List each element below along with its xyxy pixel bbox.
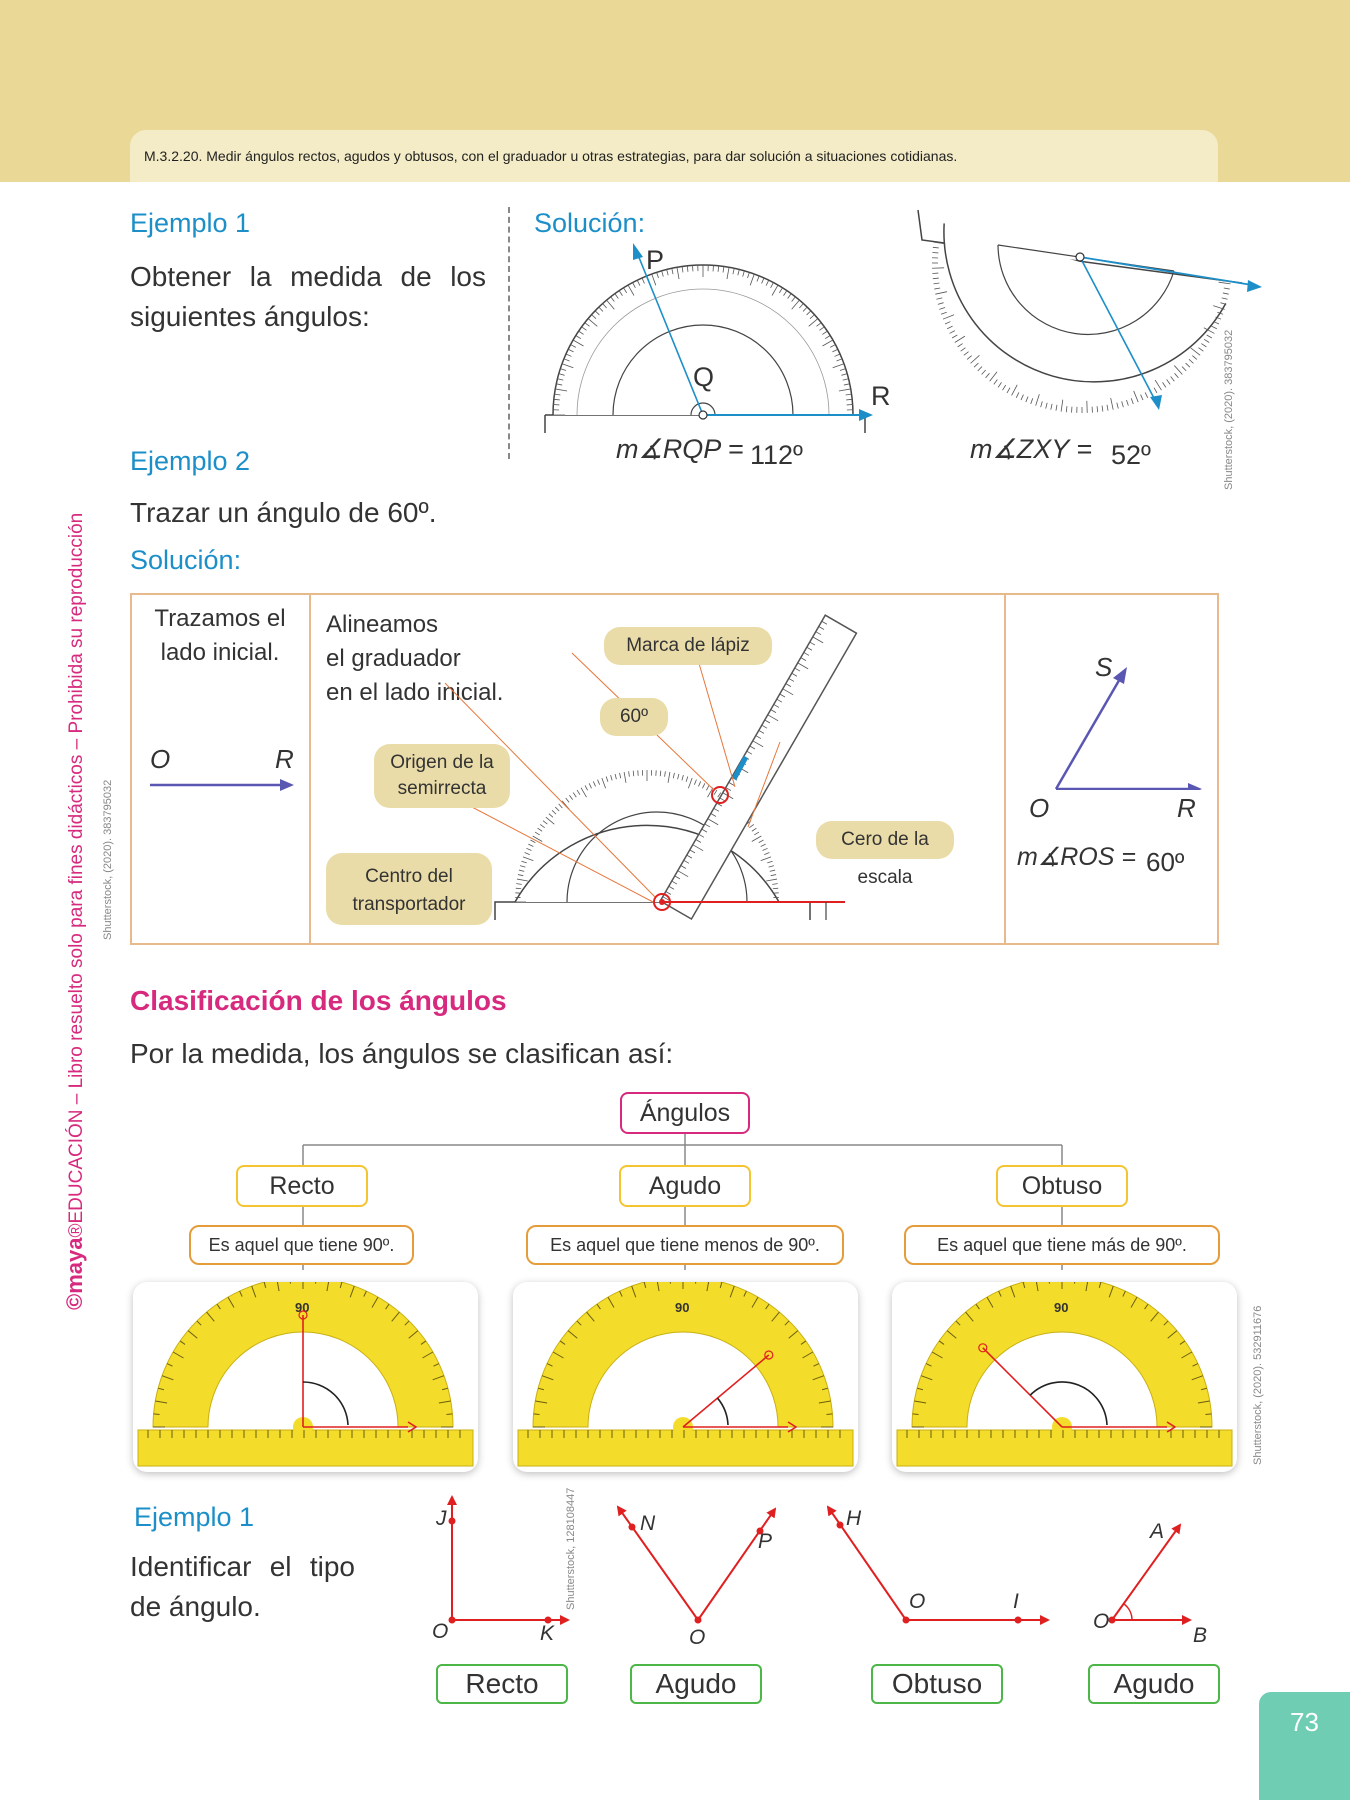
svg-text:90: 90	[675, 1300, 690, 1315]
example1-text: Obtener la medida de los siguientes ángulos:	[130, 261, 486, 332]
ex3-label-n: N	[640, 1512, 656, 1535]
step1-line1: Trazamos el	[154, 605, 286, 632]
callout-60: 60º	[600, 698, 668, 736]
step2-line2: el graduador	[326, 645, 461, 672]
callout-origin-line1: Origen de la	[390, 752, 494, 773]
step1-label-r: R	[275, 744, 294, 774]
example1-solution-title: Solución:	[534, 208, 646, 238]
page-number: 73	[1259, 1692, 1350, 1800]
ex3-label-k: K	[540, 1622, 555, 1645]
photo-recto	[133, 1282, 478, 1472]
step3-ray-os	[1056, 677, 1121, 789]
ray-xz-arrow	[1247, 280, 1262, 292]
step3-label-r: R	[1177, 793, 1196, 823]
credit-top-right: Shutterstock, (2020). 383795032	[1223, 329, 1235, 490]
sidebar-text: EDUCACIÓN – Libro resuelto solo para fines didácticos – Prohibida su reproducción	[66, 512, 87, 1224]
callout-zero: Cero de la escala	[816, 821, 954, 859]
ex3-label-o2: O	[689, 1626, 706, 1649]
answer-2: Agudo	[630, 1664, 762, 1704]
callout-origin-line2: semirrecta	[397, 778, 487, 799]
step3-angle-ros	[1020, 660, 1210, 790]
svg-text:90: 90	[295, 1300, 310, 1315]
callout-center	[326, 853, 492, 925]
step1-line2: lado inicial.	[160, 639, 280, 666]
ex3-label-h: H	[846, 1507, 862, 1530]
example1-title: Ejemplo 1	[130, 208, 251, 238]
callout-origin	[374, 744, 510, 808]
maya-logo: ©maya	[62, 1237, 87, 1310]
objective-banner: M.3.2.20. Medir ángulos rectos, agudos y obtusos, con el graduador u otras estrategias, para dar solución a situaciones cotidianas.	[130, 130, 1218, 182]
answer-3: Obtuso	[871, 1664, 1003, 1704]
classification-intro: Por la medida, los ángulos se clasifican así:	[130, 1038, 674, 1069]
photo-obtuso	[892, 1282, 1237, 1472]
registered-mark: ®	[66, 1223, 87, 1238]
vertex-q	[699, 411, 707, 419]
tree-type-agudo: Agudo	[619, 1165, 751, 1207]
angle-jok	[449, 1497, 569, 1624]
example3-title: Ejemplo 1	[134, 1502, 255, 1532]
tree-type-obtuso: Obtuso	[996, 1165, 1128, 1207]
step2-protractor-base	[495, 902, 810, 920]
vertex-x	[1076, 253, 1084, 261]
copyright-sidebar	[62, 490, 88, 1310]
value-rqp: 112º	[750, 440, 803, 470]
step3-label-s: S	[1095, 652, 1113, 682]
answer-1: Recto	[436, 1664, 568, 1704]
classification-title: Clasificación de los ángulos	[130, 985, 507, 1016]
photo-agudo	[513, 1282, 858, 1472]
step3-ray-or-arrow	[1188, 783, 1202, 790]
ray-qp-arrow	[633, 243, 643, 260]
ex3-label-j: J	[436, 1507, 447, 1530]
yellow-protractor-obtuso	[892, 1282, 1237, 1472]
credit-example3: Shutterstock, 128108447	[565, 1487, 577, 1610]
ex3-label-p: P	[758, 1530, 773, 1553]
step2-line1: Alineamos	[326, 611, 439, 638]
dashed-divider	[508, 207, 510, 459]
label-p: P	[646, 245, 665, 275]
step1-label-o: O	[150, 744, 171, 774]
credit-protractors: Shutterstock, (2020). 532911676	[1252, 1305, 1264, 1465]
step3-ray-os-arrow	[1113, 667, 1127, 684]
callout-pencil-mark: Marca de lápiz	[604, 627, 772, 665]
ex3-label-o1: O	[432, 1620, 449, 1643]
yellow-protractor-recto	[133, 1282, 478, 1472]
yellow-protractor-agudo	[513, 1282, 858, 1472]
value-zxy: 52º	[1111, 440, 1151, 470]
protractor-zxy	[912, 205, 1267, 415]
definition-obtuso: Es aquel que tiene más de 90º.	[904, 1225, 1220, 1265]
definition-agudo: Es aquel que tiene menos de 90º.	[526, 1225, 844, 1265]
step3-label-o: O	[1029, 793, 1050, 823]
label-r: R	[871, 381, 891, 411]
center-dot	[659, 899, 665, 905]
step3-value: 60º	[1146, 847, 1185, 877]
step2-line3: en el lado inicial.	[326, 679, 504, 706]
protractor-rqp	[525, 235, 905, 440]
example3-text: Identificar el tipo de ángulo.	[130, 1551, 355, 1622]
leader-pencil	[698, 660, 735, 787]
ray-xy-arrow	[1150, 395, 1162, 410]
step1-initial-side	[148, 775, 298, 795]
step1-ray-arrow	[280, 779, 294, 791]
caption-rqp: m∡RQP =	[616, 434, 744, 464]
ex3-label-i: I	[1013, 1590, 1019, 1613]
tree-root: Ángulos	[620, 1092, 750, 1134]
step3-caption: m∡ROS =	[1017, 843, 1136, 871]
example2-solution-title: Solución:	[130, 545, 242, 575]
caption-zxy: m∡ZXY =	[970, 434, 1092, 464]
callout-center-line2: transportador	[352, 894, 466, 915]
tree-type-recto: Recto	[236, 1165, 368, 1207]
answer-4: Agudo	[1088, 1664, 1220, 1704]
ex3-label-a: A	[1150, 1520, 1165, 1543]
step1-text	[132, 602, 308, 670]
steps-divider-2	[1004, 593, 1006, 945]
label-q: Q	[693, 362, 715, 392]
credit-left: Shutterstock, (2020). 383795032	[102, 779, 114, 940]
ex3-label-o3: O	[909, 1590, 926, 1613]
ex3-label-b: B	[1193, 1624, 1208, 1647]
example2-text: Trazar un ángulo de 60º.	[130, 497, 437, 528]
ex3-label-o4: O	[1093, 1610, 1110, 1633]
example2-title: Ejemplo 2	[130, 446, 251, 476]
callout-center-line1: Centro del	[365, 866, 453, 887]
svg-text:90: 90	[1054, 1300, 1069, 1315]
protractor-zxy-arc	[925, 223, 1231, 400]
protractor-rqp-body	[545, 265, 865, 433]
definition-recto: Es aquel que tiene 90º.	[189, 1225, 414, 1265]
